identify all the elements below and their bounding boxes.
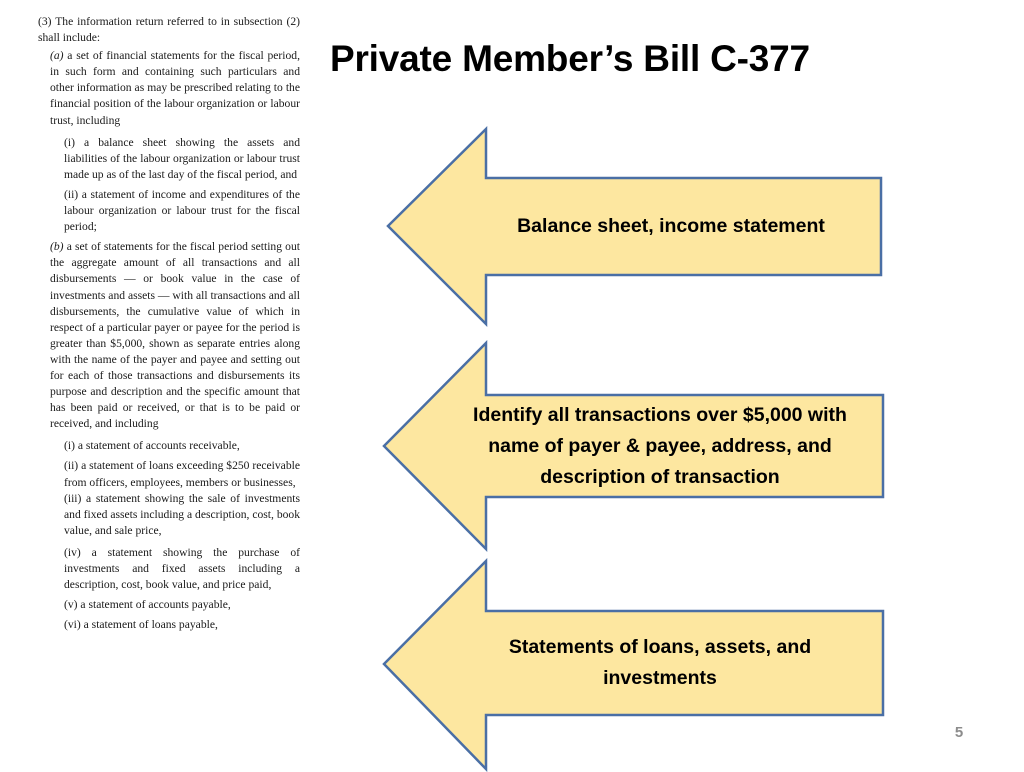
statute-paragraph-a-label: (a) xyxy=(50,49,64,63)
arrow-callout-1-text: Balance sheet, income statement xyxy=(517,215,825,237)
arrow-callout-3 xyxy=(380,558,888,768)
slide-title: Private Member’s Bill C-377 xyxy=(330,38,810,79)
statute-paragraph-b-vi: (vi) a statement of loans payable, xyxy=(64,618,218,632)
statute-intro: (3) The information return referred to in subsection (2) shall include: xyxy=(38,15,300,45)
statute-paragraph-b-iii: (iii) a statement showing the sale of investments and fixed assets including a description, cost, book value, and sale price, xyxy=(64,491,301,537)
arrow-callout-2-text: Identify all transactions over $5,000 with name of payer & payee, address, and description of transaction xyxy=(473,403,847,488)
statute-paragraph-b-label: (b) xyxy=(50,240,64,254)
statute-paragraph-a-text: a set of financial statements for the fiscal period, in such form and containing such particulars and other information as may be prescribed relating to the financial position of the labour organization or labour trust, including xyxy=(50,49,300,127)
statute-paragraph-b-i: (i) a statement of accounts receivable, xyxy=(64,439,240,453)
statute-paragraph-a xyxy=(38,48,300,128)
statute-excerpt xyxy=(38,14,300,637)
statute-paragraph-b-v: (v) a statement of accounts payable, xyxy=(64,598,231,612)
statute-paragraph-b-text: a set of statements for the fiscal period setting out the aggregate amount of all transactions and all disbursements — or book value in the case of investments and assets — with all transactions and all disbursements, the cumulative value of which in respect of a particular payer or payee for the period is greater than $5,000, shown as separate entries along with the name of the payer and payee and setting out for each of those transactions and disbursements its purpose and description and the specific amount that has been paid or received, or that is to be paid or received, and including xyxy=(50,240,300,431)
statute-paragraph-a-ii: (ii) a statement of income and expenditures of the labour organization or labour trust for the fiscal period; xyxy=(64,187,300,234)
statute-paragraph-b xyxy=(38,239,300,432)
statute-paragraph-a-i: (i) a balance sheet showing the assets and liabilities of the labour organization or labour trust made up as of the last day of the fiscal period, and xyxy=(64,135,300,181)
statute-paragraph-b-iv: (iv) a statement showing the purchase of investments and fixed assets including a description, cost, book value, and price paid, xyxy=(64,545,300,592)
arrow-callout-1 xyxy=(384,126,886,328)
arrow-callout-2 xyxy=(380,340,888,554)
statute-paragraph-b-ii: (ii) a statement of loans exceeding $250 receivable from officers, employees, members or businesses, xyxy=(64,459,300,489)
page-number: 5 xyxy=(954,724,964,741)
arrow-callout-3-text: Statements of loans, assets, and investments xyxy=(508,636,812,689)
